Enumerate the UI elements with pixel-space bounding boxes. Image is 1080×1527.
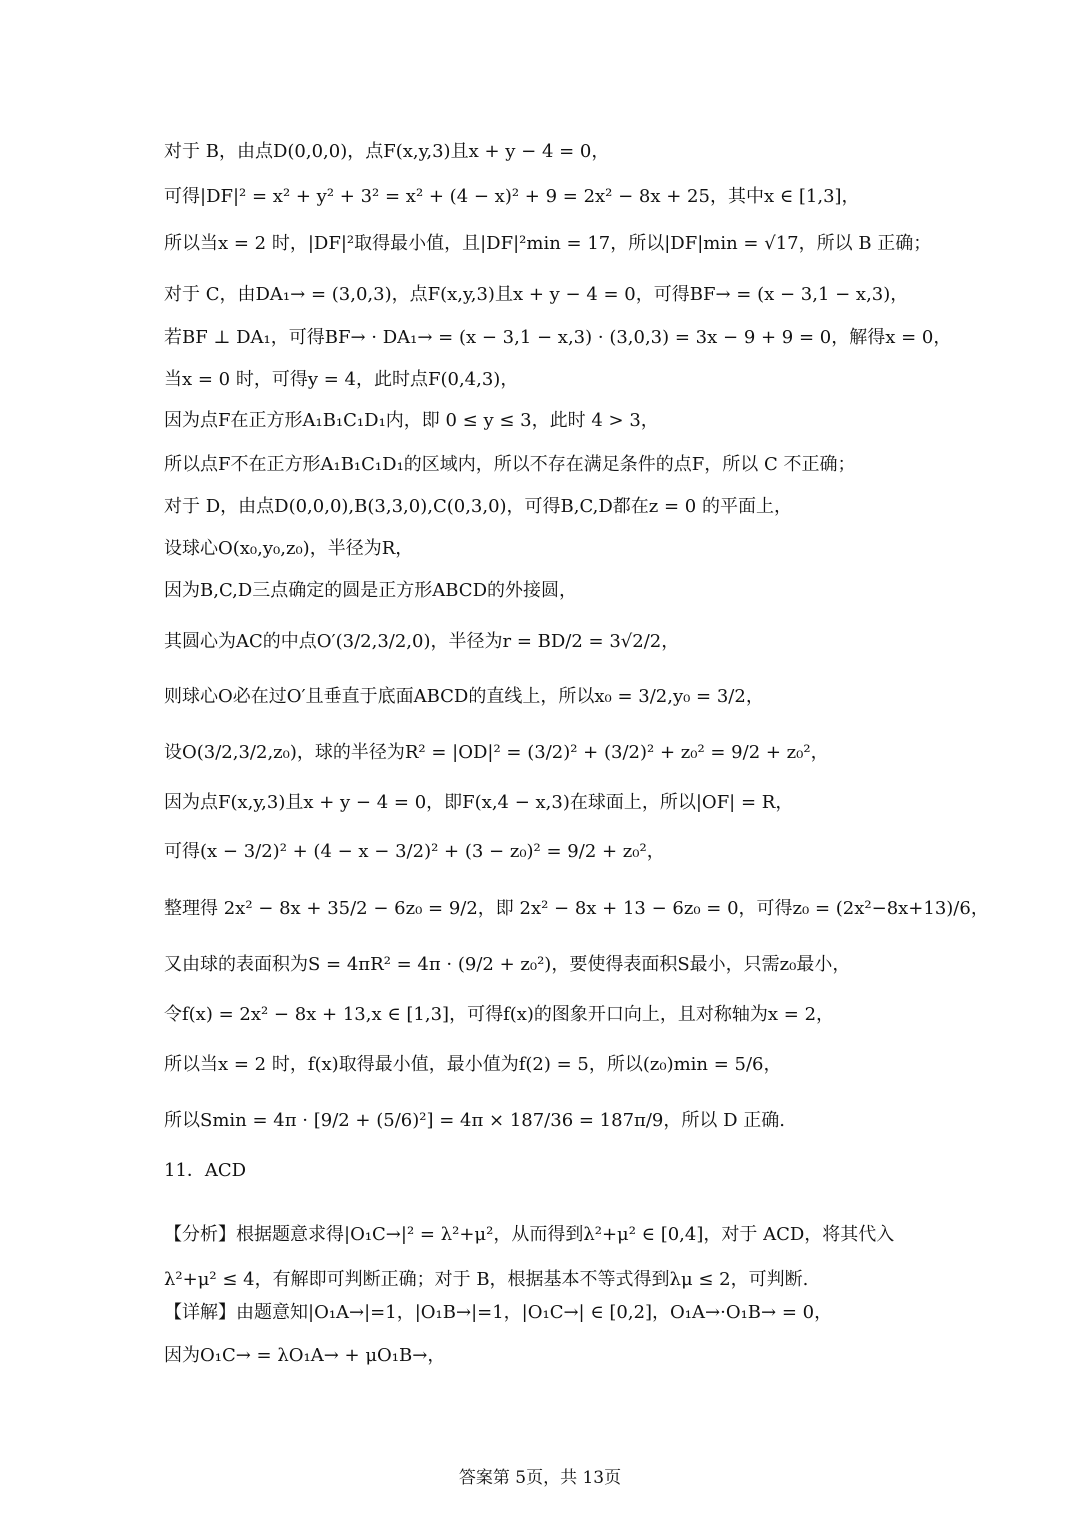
text-line: 可得(x − 3/2)² + (4 − x − 3/2)² + (3 − z₀)² = 9/2 + z₀²，: [164, 841, 665, 862]
text-line: 所以Smin = 4π · [9/2 + (5/6)²] = 4π × 187/36 = 187π/9，所以 D 正确.: [164, 1110, 785, 1131]
text-line: 所以点F不在正方形A₁B₁C₁D₁的区域内，所以不存在满足条件的点F，所以 C 不正确；: [164, 454, 856, 475]
text-line: 设球心O(x₀,y₀,z₀)，半径为R，: [164, 538, 414, 559]
analysis-paragraph: 【分析】根据题意求得|O₁C→|² = λ²+μ²，从而得到λ²+μ² ∈ [0,4]，对于 ACD，将其代入λ²+μ² ≤ 4，有解即可判断正确；对于 B，根据基本不等式得到λμ ≤ 2，可判断.: [164, 1224, 895, 1290]
text-line: 因为点F(x,y,3)且x + y − 4 = 0，即F(x,4 − x,3)在球面上，所以|OF| = R，: [164, 792, 794, 813]
text-line: 因为B,C,D三点确定的圆是正方形ABCD的外接圆，: [164, 580, 577, 601]
text-line: 令f(x) = 2x² − 8x + 13,x ∈ [1,3]，可得f(x)的图象开口向上，且对称轴为x = 2，: [164, 1004, 835, 1025]
text-line: 又由球的表面积为S = 4πR² = 4π · (9/2 + z₀²)，要使得表面积S最小，只需z₀最小，: [164, 954, 851, 975]
text-line: 对于 C，由DA₁→ = (3,0,3)，点F(x,y,3)且x + y − 4 = 0，可得BF→ = (x − 3,1 − x,3)，: [164, 284, 909, 305]
text-line: 因为O₁C→ = λO₁A→ + μO₁B→，: [164, 1345, 446, 1366]
text-line: 设O(3/2,3/2,z₀)，球的半径为R² = |OD|² = (3/2)² + (3/2)² + z₀² = 9/2 + z₀²，: [164, 742, 829, 763]
text-line: 其圆心为AC的中点O′(3/2,3/2,0)，半径为r = BD/2 = 3√2/2，: [164, 631, 680, 652]
text-line: 因为点F在正方形A₁B₁C₁D₁内，即 0 ≤ y ≤ 3，此时 4 > 3，: [164, 410, 659, 431]
text-line: 整理得 2x² − 8x + 35/2 − 6z₀ = 9/2，即 2x² − 8x + 13 − 6z₀ = 0，可得z₀ = (2x²−8x+13)/6，: [164, 898, 989, 919]
text-line: 对于 B，由点D(0,0,0)，点F(x,y,3)且x + y − 4 = 0，: [164, 141, 610, 162]
text-line: 所以当x = 2 时，|DF|²取得最小值，且|DF|²min = 17，所以|DF|min = √17，所以 B 正确；: [164, 233, 932, 254]
text-line: 若BF ⊥ DA₁，可得BF→ · DA₁→ = (x − 3,1 − x,3) · (3,0,3) = 3x − 9 + 9 = 0，解得x = 0，: [164, 327, 952, 348]
text-line: 当x = 0 时，可得y = 4，此时点F(0,4,3)，: [164, 369, 519, 390]
text-line: 对于 D，由点D(0,0,0),B(3,3,0),C(0,3,0)，可得B,C,D都在z = 0 的平面上，: [164, 496, 792, 517]
text-line: 则球心O必在过O′且垂直于底面ABCD的直线上，所以x₀ = 3/2,y₀ = 3/2，: [164, 686, 764, 707]
text-line: 所以当x = 2 时，f(x)取得最小值，最小值为f(2) = 5，所以(z₀)min = 5/6，: [164, 1054, 782, 1075]
question-number: 11．ACD: [164, 1160, 247, 1181]
page-footer: 答案第 5页，共 13页: [458, 1468, 622, 1488]
text-line: 【详解】由题意知|O₁A→|=1，|O₁B→|=1，|O₁C→| ∈ [0,2]，O₁A→·O₁B→ = 0，: [164, 1302, 833, 1323]
text-line: 可得|DF|² = x² + y² + 3² = x² + (4 − x)² + 9 = 2x² − 8x + 25，其中x ∈ [1,3]，: [164, 186, 860, 207]
